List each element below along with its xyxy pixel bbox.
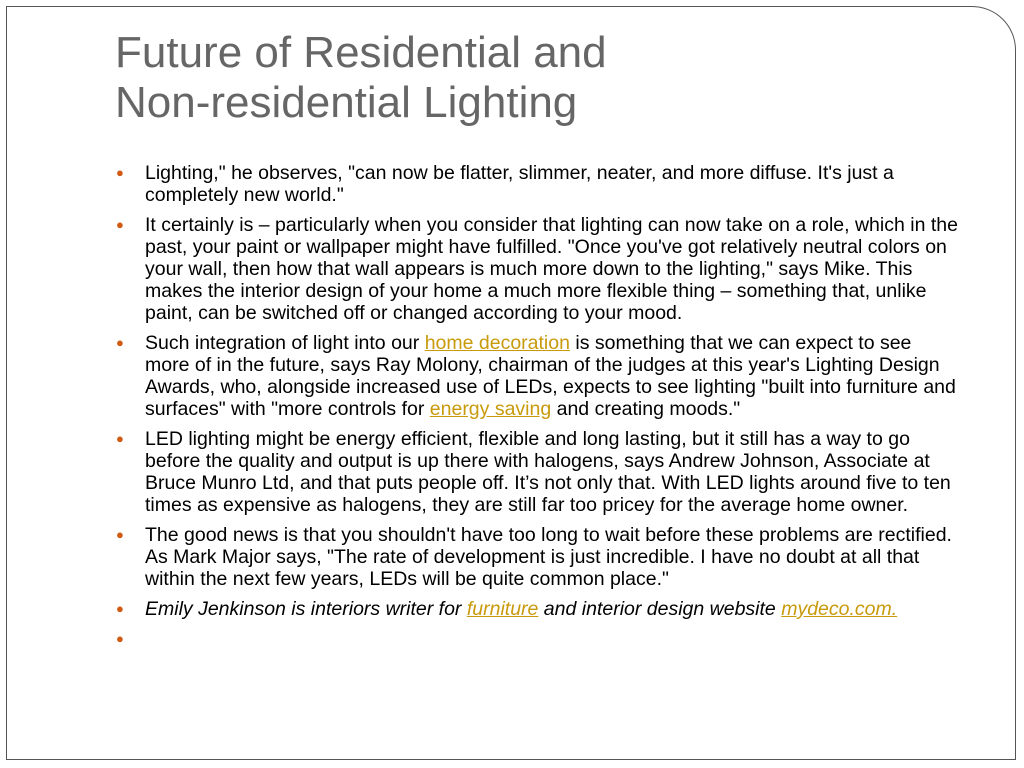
- bullet-dot-icon: ●: [116, 431, 124, 446]
- mydeco-link[interactable]: mydeco.com.: [781, 598, 898, 620]
- bullet-item: [116, 598, 960, 620]
- bullet-item-empty: [116, 628, 960, 650]
- bullet-text: and interior design website: [538, 598, 782, 620]
- bullet-text: is something that we can expect to see more of in the future, says Ray Molony, chairman of the judges at this year's Lighting Design Awards, who, alongside increased use of LEDs, expects to see lighting "built into furniture and surfaces" with "more controls for: [145, 332, 956, 420]
- bullet-text: It certainly is – particularly when you consider that lighting can now take on a role, which in the past, your paint or wallpaper might have fulfilled. "Once you've got relatively neutral colors on your wall, then how that wall appears is much more down to the lighting," says Mike. This makes the interior design of your home a much more flexible thing – something that, unlike paint, can be switched off or changed according to your mood.: [145, 214, 958, 324]
- furniture-link[interactable]: furniture: [466, 598, 539, 620]
- bullet-item: [116, 214, 960, 324]
- bullet-item: [116, 524, 960, 590]
- bullet-text: LED lighting might be energy efficient, flexible and long lasting, but it still has a way to go before the quality and output is up there with halogens, says Andrew Johnson, Associate at Bruce Munro Ltd, and that puts people off. It’s not only that. With LED lights around five to ten times as expensive as halogens, they are still far too pricey for the average home owner.: [145, 428, 951, 516]
- title-line-2: Non-residential Lighting: [115, 78, 578, 127]
- title-line-1: Future of Residential and: [115, 28, 607, 77]
- bullet-text: The good news is that you shouldn't have too long to wait before these problems are rectified. As Mark Major says, "The rate of development is just incredible. I have no doubt at all that within the next few years, LEDs will be quite common place.": [145, 524, 952, 590]
- bullet-dot-icon: ●: [116, 601, 124, 616]
- slide-title: [115, 28, 975, 128]
- home-decoration-link[interactable]: home decoration: [424, 332, 570, 354]
- bullet-text: and creating moods.": [551, 398, 741, 420]
- bullet-dot-icon: ●: [116, 335, 124, 350]
- bullet-text: Such integration of light into our: [145, 332, 425, 354]
- bullet-list: [116, 162, 960, 658]
- bullet-dot-icon: ●: [116, 631, 124, 646]
- bullet-item: [116, 162, 960, 206]
- bullet-item: [116, 428, 960, 516]
- energy-saving-link[interactable]: energy saving: [429, 398, 552, 420]
- bullet-dot-icon: ●: [116, 165, 124, 180]
- bullet-dot-icon: ●: [116, 527, 124, 542]
- bullet-item: [116, 332, 960, 420]
- bullet-text: Lighting," he observes, "can now be flatter, slimmer, neater, and more diffuse. It's just a completely new world.": [145, 162, 894, 206]
- bullet-dot-icon: ●: [116, 217, 124, 232]
- bullet-text: Emily Jenkinson is interiors writer for: [145, 598, 467, 620]
